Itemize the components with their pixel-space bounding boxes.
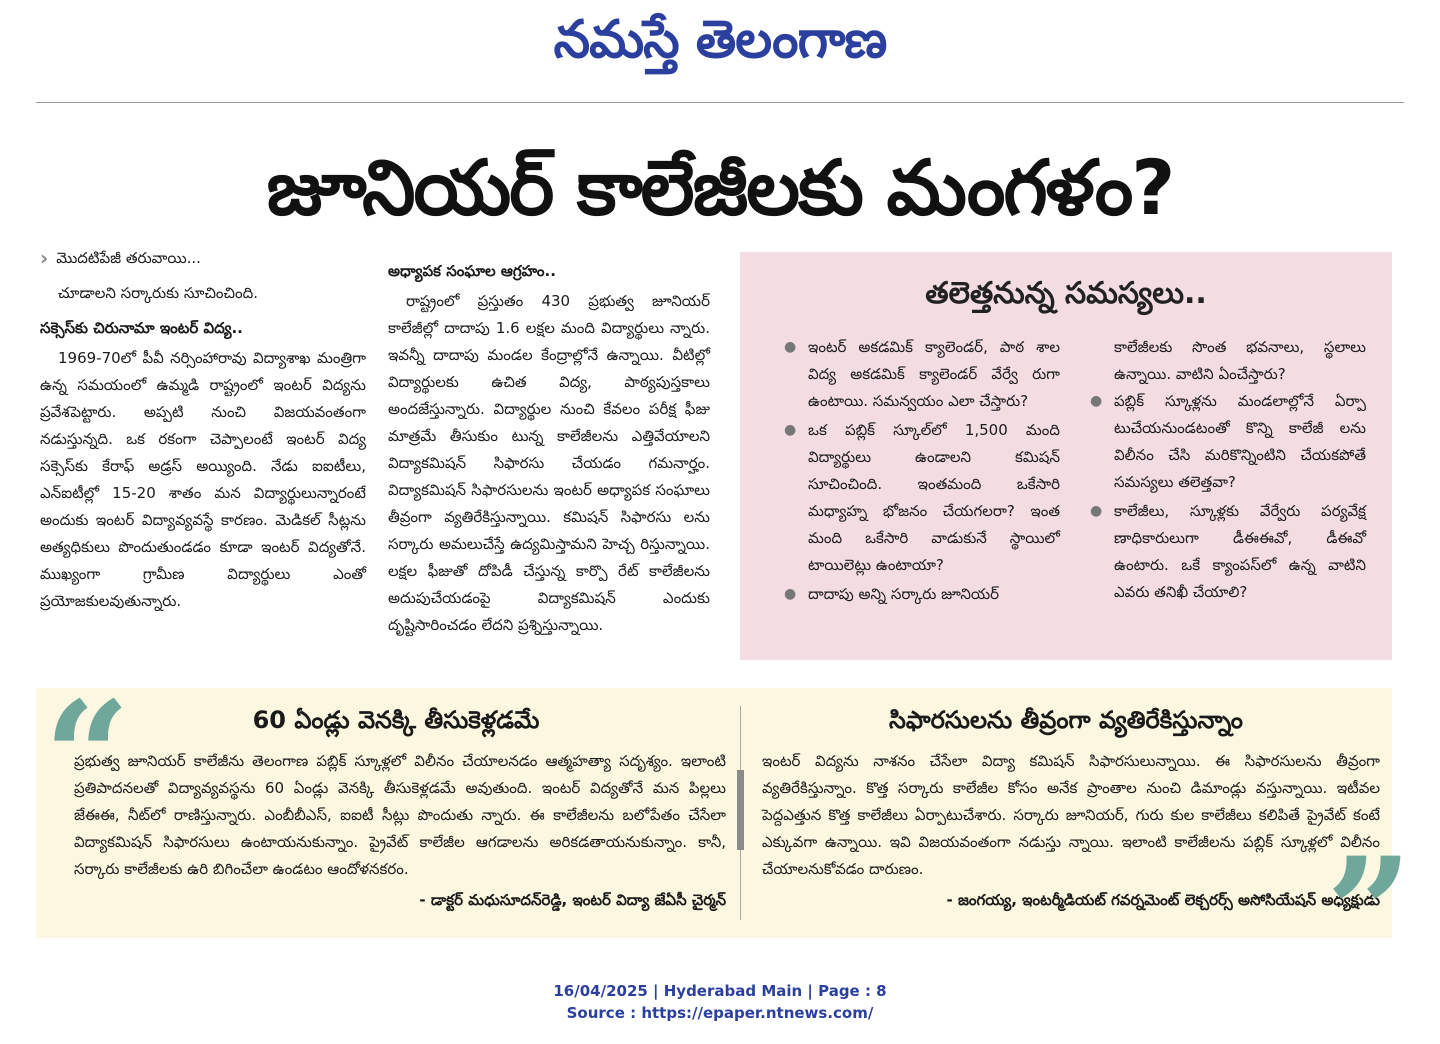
quote-right-body [762, 748, 1380, 914]
quote-right-signature: - జంగయ్య, ఇంటర్మీడియట్ గవర్నమెంట్ లెక్చరర్స్ అసోసియేషన్ అధ్యక్షుడు [946, 891, 1380, 909]
chevron-right-icon: › [40, 246, 49, 270]
article-column-2 [388, 258, 710, 639]
issue-item: ● కాలేజీలు, స్కూళ్లకు వేర్వేరు పర్యవేక్ష ణాధికారులుగా డీఈఈవో, డీఈవో ఉంటారు. ఒకే క్యాంపస్‌లో ఉన్న వాటిని ఎవరు తనిఖీ చేయాలి? [1086, 498, 1366, 606]
quote-left-title: 60 ఏండ్లు వెనక్కి తీసుకెళ్లడమే [252, 706, 540, 734]
footer-source-line: Source : https://epaper.ntnews.com/ [566, 1004, 874, 1022]
quote-left-body [74, 748, 726, 914]
quote-left-signature: - డాక్టర్ మధుసూదన్‌రెడ్డి, ఇంటర్ విద్యా జేఏసీ చైర్మన్ [419, 891, 726, 909]
continued-label [40, 246, 366, 270]
issues-title: తలెత్తనున్న సమస్యలు.. [925, 276, 1207, 311]
issue-item: ● ఒక పబ్లిక్ స్కూల్‌లో 1,500 మంది విద్యార్థులు ఉండాలని కమిషన్ సూచించింది. ఇంతమంది ఒకేసారి మధ్యాహ్న భోజనం చేయగలరా? ఇంత మంది ఒకేసారి వాడుకునే స్థాయిలో టాయిలెట్లు ఉంటాయా? [780, 417, 1060, 579]
bullet-icon: ● [1090, 393, 1103, 409]
issues-left-column [780, 334, 1060, 610]
continued-text: మొదటిపేజీ తరువాయి... [56, 249, 201, 267]
subhead-teachers: అధ్యాపక సంఘాల ఆగ్రహం.. [388, 262, 556, 280]
header-rule [36, 102, 1404, 103]
quote-right-text: ఇంటర్ విద్యను నాశనం చేసేలా విద్యా కమిషన్ సిఫారసులున్నాయి. ఈ సిఫారసులను తీవ్రంగా వ్యతిరేకిస్తున్నాం. కొత్త సర్కారు కాలేజీల కోసం అనేక ప్రాంతాల నుంచి డిమాండ్లు వస్తున్నాయి. ఇటీవల పెద్దఎత్తున కొత్త కాలేజీలు ఏర్పాటుచేశారు. సర్కారు జూనియర్, గురు కుల కాలేజీలు కలిపితే ప్రైవేట్ కంటే ఎక్కువగా ఉన్నాయి. ఇవి విజయవంతంగా నడుస్తు న్నాయి. ఇలాంటి కాలేజీలను పబ్లిక్ స్కూళ్లలో విలీనం చేయాలనుకోవడం దారుణం. [762, 752, 1380, 878]
issue-item: ● పబ్లిక్ స్కూళ్లను మండలాల్లోనే ఏర్పా టుచేయనుండటంతో కొన్ని కాలేజీ లను విలీనం చేసి మరికొన్నింటిని చేయకపోతే సమస్యలు తలెత్తవా? [1086, 388, 1366, 496]
bullet-icon: ● [1090, 503, 1103, 519]
headline: జూనియర్ కాలేజీలకు మంగళం? [266, 143, 1174, 232]
footer-date-line: 16/04/2025 | Hyderabad Main | Page : 8 [553, 982, 887, 1000]
masthead-logo: నమస్తే తెలంగాణ [553, 10, 887, 70]
bullet-icon: ● [784, 422, 797, 438]
body-text: రాష్ట్రంలో ప్రస్తుతం 430 ప్రభుత్వ జూనియర్ కాలేజీల్లో దాదాపు 1.6 లక్షల మంది విద్యార్థులు న్నారు. ఇవన్నీ దాదాపు మండల కేంద్రాల్లోనే ఉన్నాయి. వీటిల్లో విద్యార్థులకు ఉచిత విద్య, పాఠ్యపుస్తకాలు అందజేస్తున్నారు. విద్యార్థుల నుంచి కేవలం పరీక్ష ఫీజు మాత్రమే తీసుకుం టున్న కాలేజీలను ఎత్తివేయాలని విద్యాకమిషన్ సిఫారసు చేయడం గమనార్హం. విద్యాకమిషన్ సిఫారసులను ఇంటర్ అధ్యాపక సంఘాలు తీవ్రంగా వ్యతిరేకిస్తున్నాయి. కమిషన్ సిఫారసు లను సర్కారు అమలుచేస్తే ఉద్యమిస్తామని హెచ్చ రిస్తున్నాయి. లక్షల ఫీజుతో దోపిడీ చేస్తున్న కార్పొ రేట్ కాలేజీలను అదుపుచేయడంపై విద్యాకమిషన్ ఎందుకు దృష్టిసారించడం లేదని ప్రశ్నిస్తున్నాయి. [388, 292, 710, 634]
open-quote-icon: “ [44, 669, 131, 845]
page-footer [0, 980, 1440, 1024]
bullet-icon: ● [784, 586, 797, 602]
quote-right-title: సిఫారసులను తీవ్రంగా వ్యతిరేకిస్తున్నాం [889, 706, 1243, 734]
close-quote-icon: ” [1326, 825, 1413, 1001]
issue-item: ● ఇంటర్ అకడమిక్ క్యాలెండర్, పాఠ శాల విద్య అకడమిక్ క్యాలెండర్ వేర్వే రుగా ఉంటాయి. సమన్వయం ఎలా చేస్తారు? [780, 334, 1060, 415]
divider-mark [737, 770, 744, 850]
issues-right-column [1086, 334, 1366, 608]
bullet-icon: ● [784, 339, 797, 355]
issue-continued: కాలేజీలకు సొంత భవనాలు, స్థలాలు ఉన్నాయి. వాటిని ఏంచేస్తారు? [1114, 338, 1366, 383]
quote-left-text: ప్రభుత్వ జూనియర్ కాలేజీను తెలంగాణ పబ్లిక్ స్కూళ్లలో విలీనం చేయాలనడం ఆత్మహత్యా సదృశ్యం. ఇలాంటి ప్రతిపాదనలతో విద్యావ్యవస్థను 60 ఏండ్లు వెనక్కి తీసుకెళ్లడమే అవుతుంది. ఇంటర్ విద్యతోనే మన పిల్లలు జేఈఈ, నీట్‌లో రాణిస్తున్నారు. ఎంబీబీఎస్, ఐఐటీ సీట్లు పొందుతు న్నారు. ఈ కాలేజీలను బలోపేతం చేసేలా విద్యాకమిషన్ సిఫారసులు ఉంటాయనుకున్నాం. ప్రైవేట్ కాలేజీల ఆగడాలను అరికడతాయనుకున్నాం. కానీ, సర్కారు కాలేజీలకు ఉరి బిగించేలా ఉండటం ఆందోళనకరం. [74, 752, 726, 878]
subhead-success: సక్సెస్‌కు చిరునామా ఇంటర్ విద్య.. [40, 319, 243, 337]
article-column-1 [40, 246, 366, 615]
body-text: 1969-70లో పీవీ నర్సింహారావు విద్యాశాఖ మంత్రిగా ఉన్న సమయంలో ఉమ్మడి రాష్ట్రంలో ఇంటర్ విద్యను ప్రవేశపెట్టారు. అప్పటి నుంచి విజయవంతంగా నడుస్తున్నది. ఒక రకంగా చెప్పాలంటే ఇంటర్ విద్య సక్సెస్‌కు కేరాఫ్ అడ్రస్ అయ్యింది. నేడు ఐఐటీలు, ఎన్ఐటీల్లో 15-20 శాతం మన విద్యార్థులున్నారంటే అందుకు ఇంటర్ విద్యావ్యవస్థే కారణం. మెడికల్ సీట్లను అత్యధికులు పొందుతుండడం కూడా ఇంటర్ విద్యతోనే. ముఖ్యంగా గ్రామీణ విద్యార్థులు ఎంతో ప్రయోజకులవుతున్నారు. [40, 349, 366, 610]
issues-box [740, 252, 1392, 660]
intro-text: చూడాలని సర్కారుకు సూచించింది. [58, 284, 258, 302]
issue-item: ● దాదాపు అన్ని సర్కారు జూనియర్ [780, 581, 1060, 608]
